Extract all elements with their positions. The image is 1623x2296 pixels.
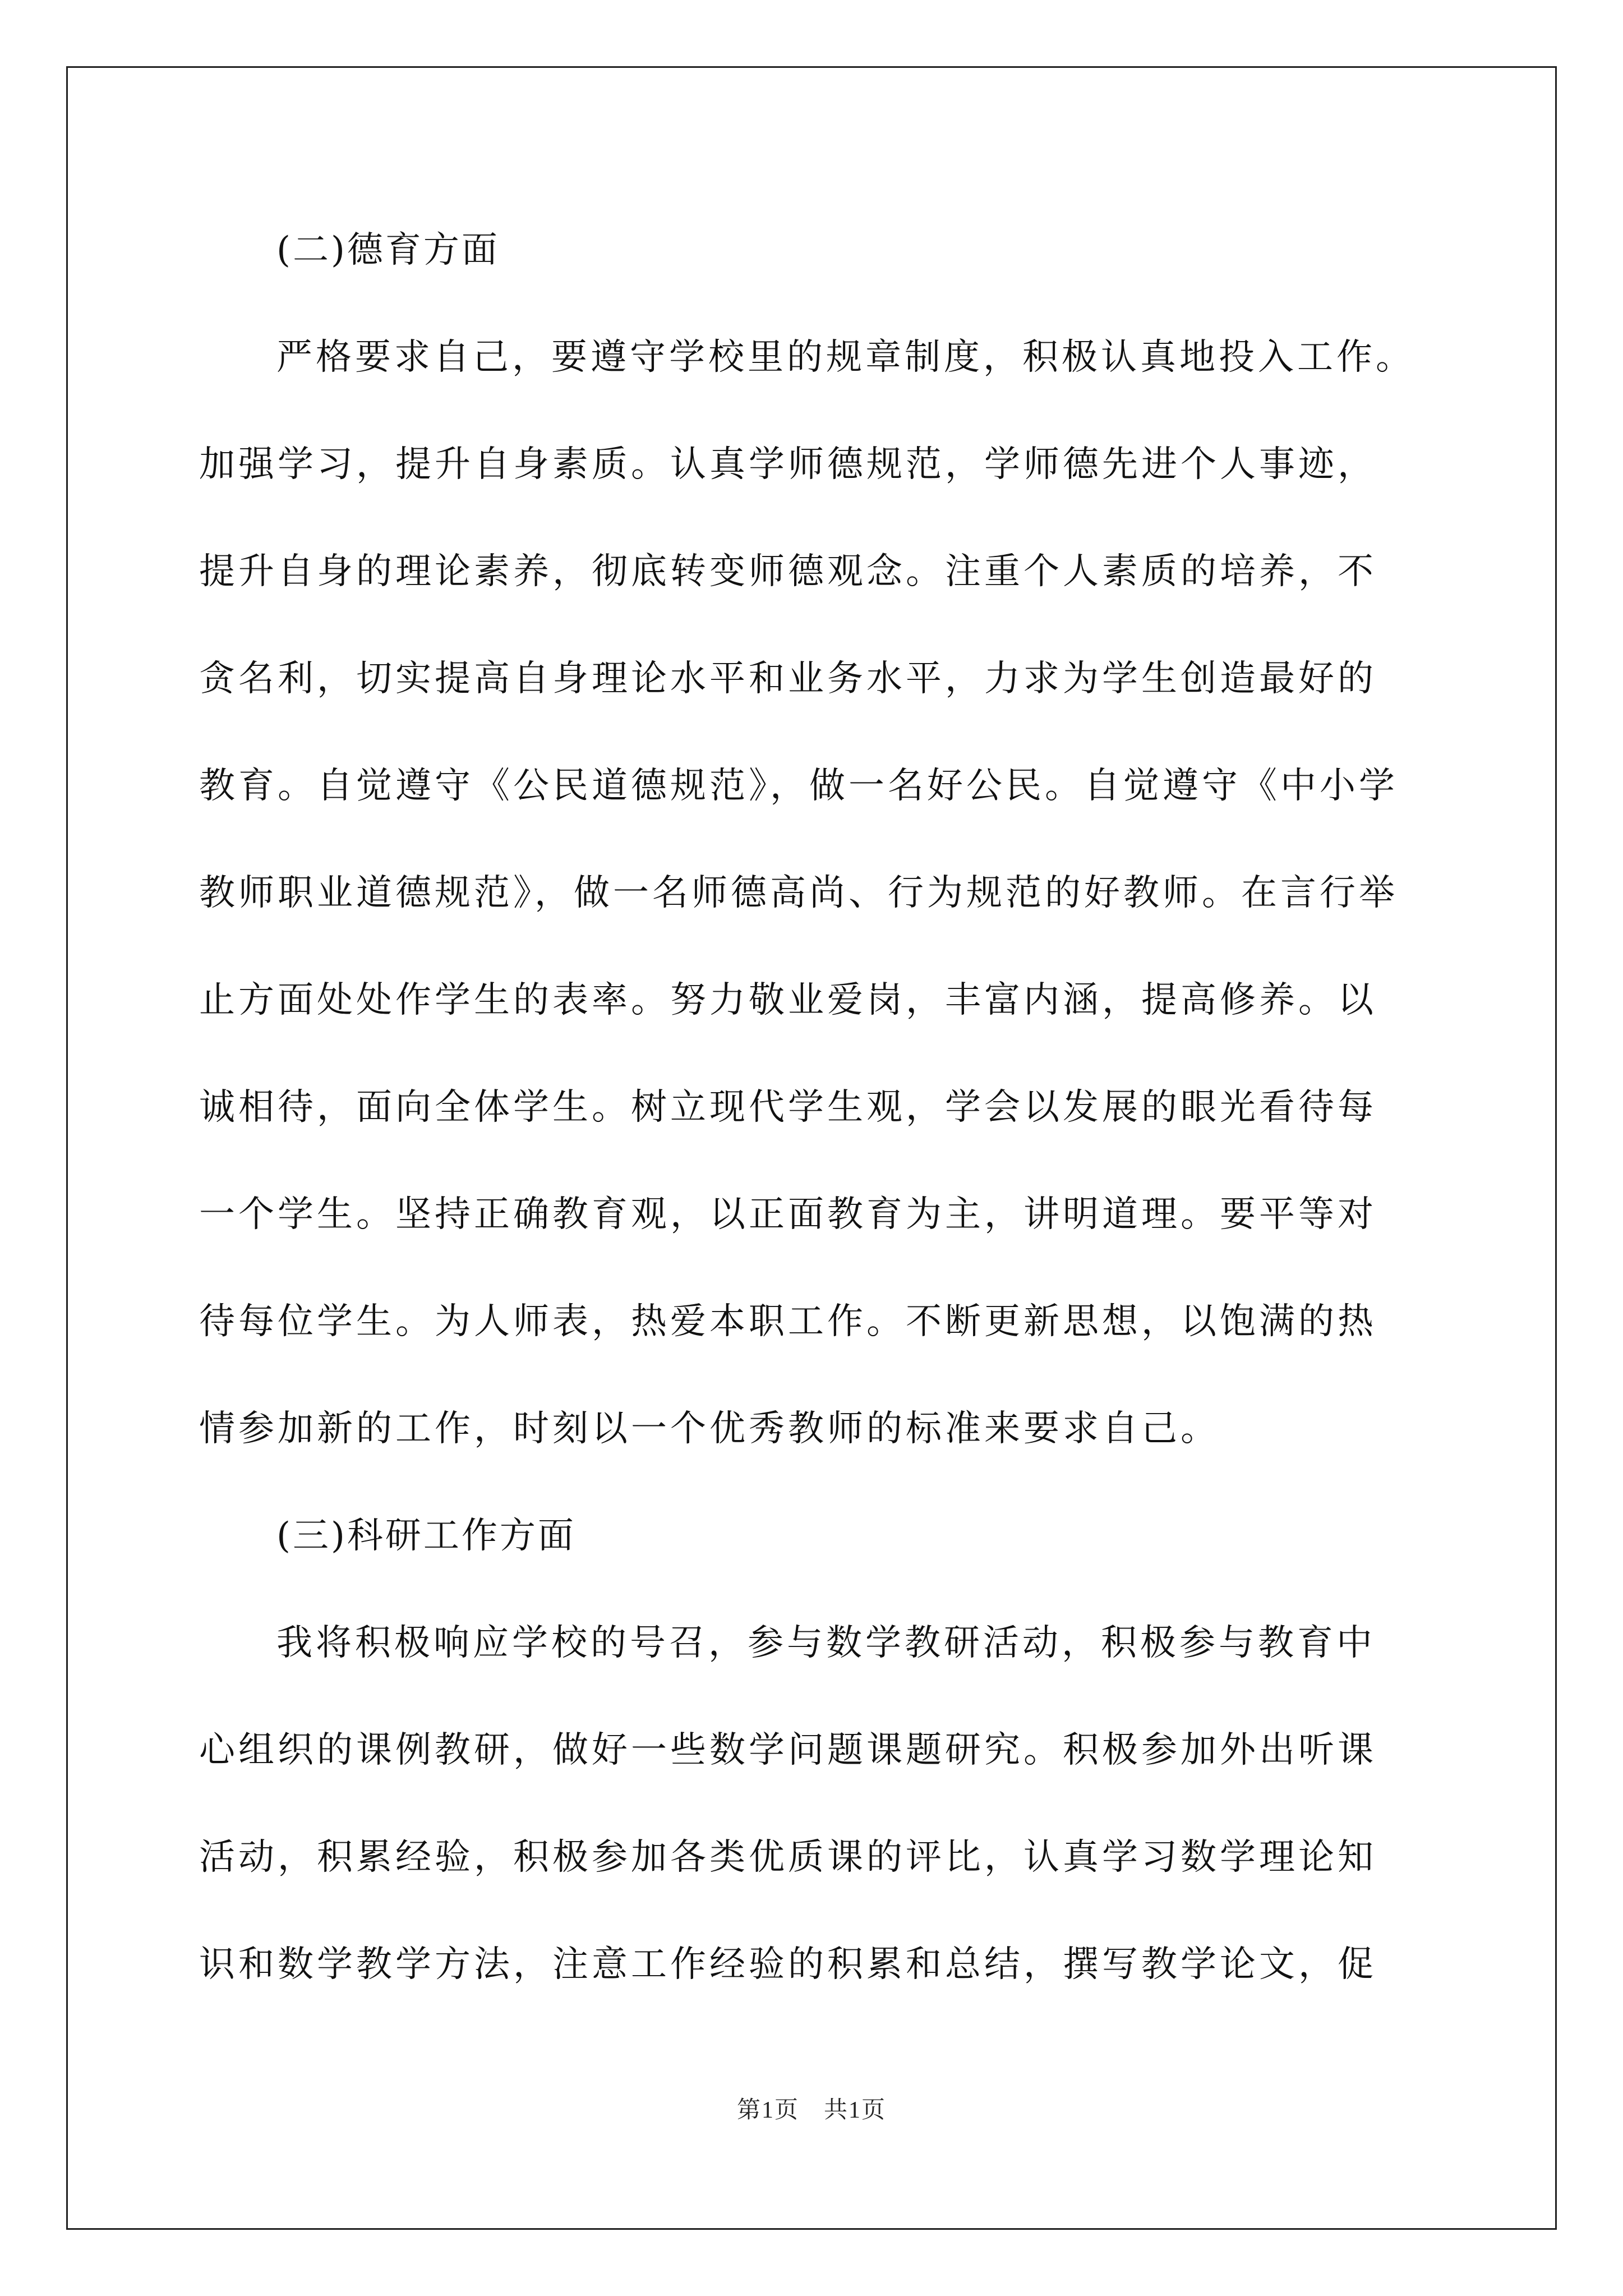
text-line: 一个学生。坚持正确教育观，以正面教育为主，讲明道理。要平等对 xyxy=(199,1194,1377,1235)
text-line: 严格要求自己，要遵守学校里的规章制度，积极认真地投入工作。 xyxy=(276,337,1415,378)
section-heading: (二)德育方面 xyxy=(276,229,500,271)
text-line: 贪名利，切实提高自身理论水平和业务水平，力求为学生创造最好的 xyxy=(199,658,1377,700)
text-line: 情参加新的工作，时刻以一个优秀教师的标准来要求自己。 xyxy=(199,1408,1220,1450)
text-line: 我将积极响应学校的号召，参与数学教研活动，积极参与教育中 xyxy=(276,1622,1376,1664)
text-line: 心组织的课例教研，做好一些数学问题课题研究。积极参加外出听课 xyxy=(199,1729,1377,1771)
text-line: 教师职业道德规范》，做一名师德高尚、行为规范的好教师。在言行举 xyxy=(199,872,1398,914)
section-heading: (三)科研工作方面 xyxy=(276,1515,576,1557)
text-line: 止方面处处作学生的表率。努力敬业爱岗，丰富内涵，提高修养。以 xyxy=(199,979,1377,1021)
text-line: 教育。自觉遵守《公民道德规范》，做一名好公民。自觉遵守《中小学 xyxy=(199,765,1398,807)
text-line: 加强学习，提升自身素质。认真学师德规范，学师德先进个人事迹， xyxy=(199,444,1377,485)
text-line: 待每位学生。为人师表，热爱本职工作。不断更新思想，以饱满的热 xyxy=(199,1301,1377,1342)
text-line: 诚相待，面向全体学生。树立现代学生观，学会以发展的眼光看待每 xyxy=(199,1087,1377,1128)
text-line: 提升自身的理论素养，彻底转变师德观念。注重个人素质的培养，不 xyxy=(199,551,1377,592)
paragraph xyxy=(199,1612,1433,2040)
text-line: 识和数学教学方法，注意工作经验的积累和总结，撰写教学论文，促 xyxy=(199,1944,1377,1985)
document-body xyxy=(199,219,1433,2040)
section-moral-education xyxy=(199,219,1433,1504)
page-footer: 第1页 共1页 xyxy=(736,2097,886,2123)
paragraph xyxy=(199,326,1433,1504)
text-line: 活动，积累经验，积极参加各类优质课的评比，认真学习数学理论知 xyxy=(199,1837,1377,1878)
section-research-work xyxy=(199,1504,1433,2040)
